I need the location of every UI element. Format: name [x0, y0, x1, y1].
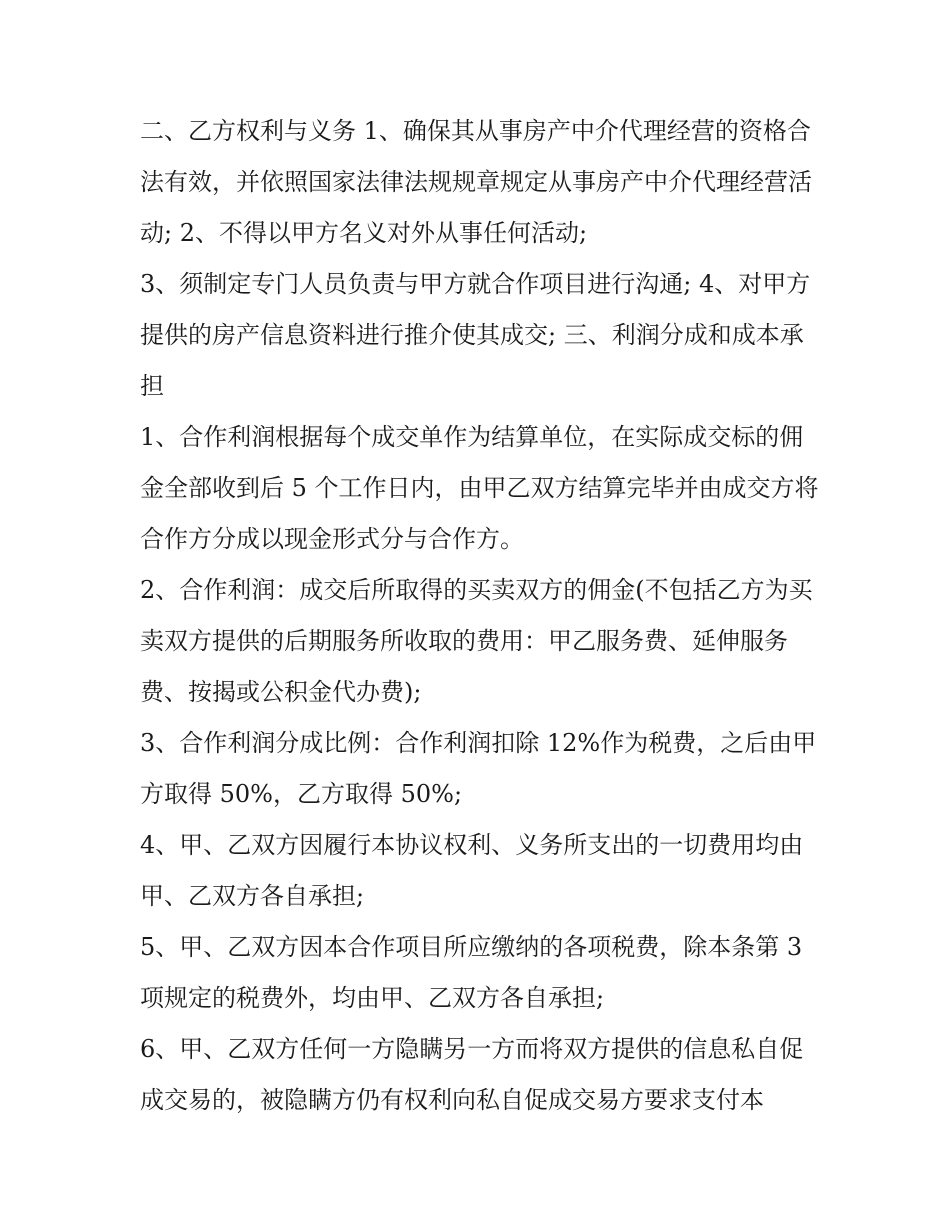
- paragraph-party-b-rights: 二、乙方权利与义务 1、确保其从事房产中介代理经营的资格合法有效，并依照国家法律法规规章规定从事房产中介代理经营活动; 2、不得以甲方名义对外从事任何活动;: [140, 117, 812, 247]
- paragraph-settlement: 1、合作利润根据每个成交单作为结算单位，在实际成交标的佣金全部收到后 5 个工作日内，由甲乙双方结算完毕并由成交方将合作方分成以现金形式分与合作方。: [140, 423, 819, 553]
- paragraph-profit-ratio: 3、合作利润分成比例：合作利润扣除 12%作为税费，之后由甲方取得 50%，乙方取得 50%;: [140, 729, 817, 808]
- paragraph-communication-and-profit-heading: 3、须制定专门人员负责与甲方就合作项目进行沟通; 4、对甲方提供的房产信息资料进行推介使其成交; 三、利润分成和成本承担: [140, 270, 811, 400]
- paragraph-cooperation-profit: 2、合作利润：成交后所取得的买卖双方的佣金(不包括乙方为买卖双方提供的后期服务所收取的费用：甲乙服务费、延伸服务费、按揭或公积金代办费);: [140, 576, 813, 706]
- paragraph-expenses: 4、甲、乙双方因履行本协议权利、义务所支出的一切费用均由甲、乙双方各自承担;: [140, 831, 804, 910]
- paragraph-taxes: 5、甲、乙双方因本合作项目所应缴纳的各项税费，除本条第 3 项规定的税费外，均由甲、乙双方各自承担;: [140, 933, 803, 1012]
- document-body: [140, 106, 820, 1126]
- paragraph-concealment: 6、甲、乙双方任何一方隐瞒另一方而将双方提供的信息私自促成交易的，被隐瞒方仍有权利向私自促成交易方要求支付本: [140, 1035, 804, 1114]
